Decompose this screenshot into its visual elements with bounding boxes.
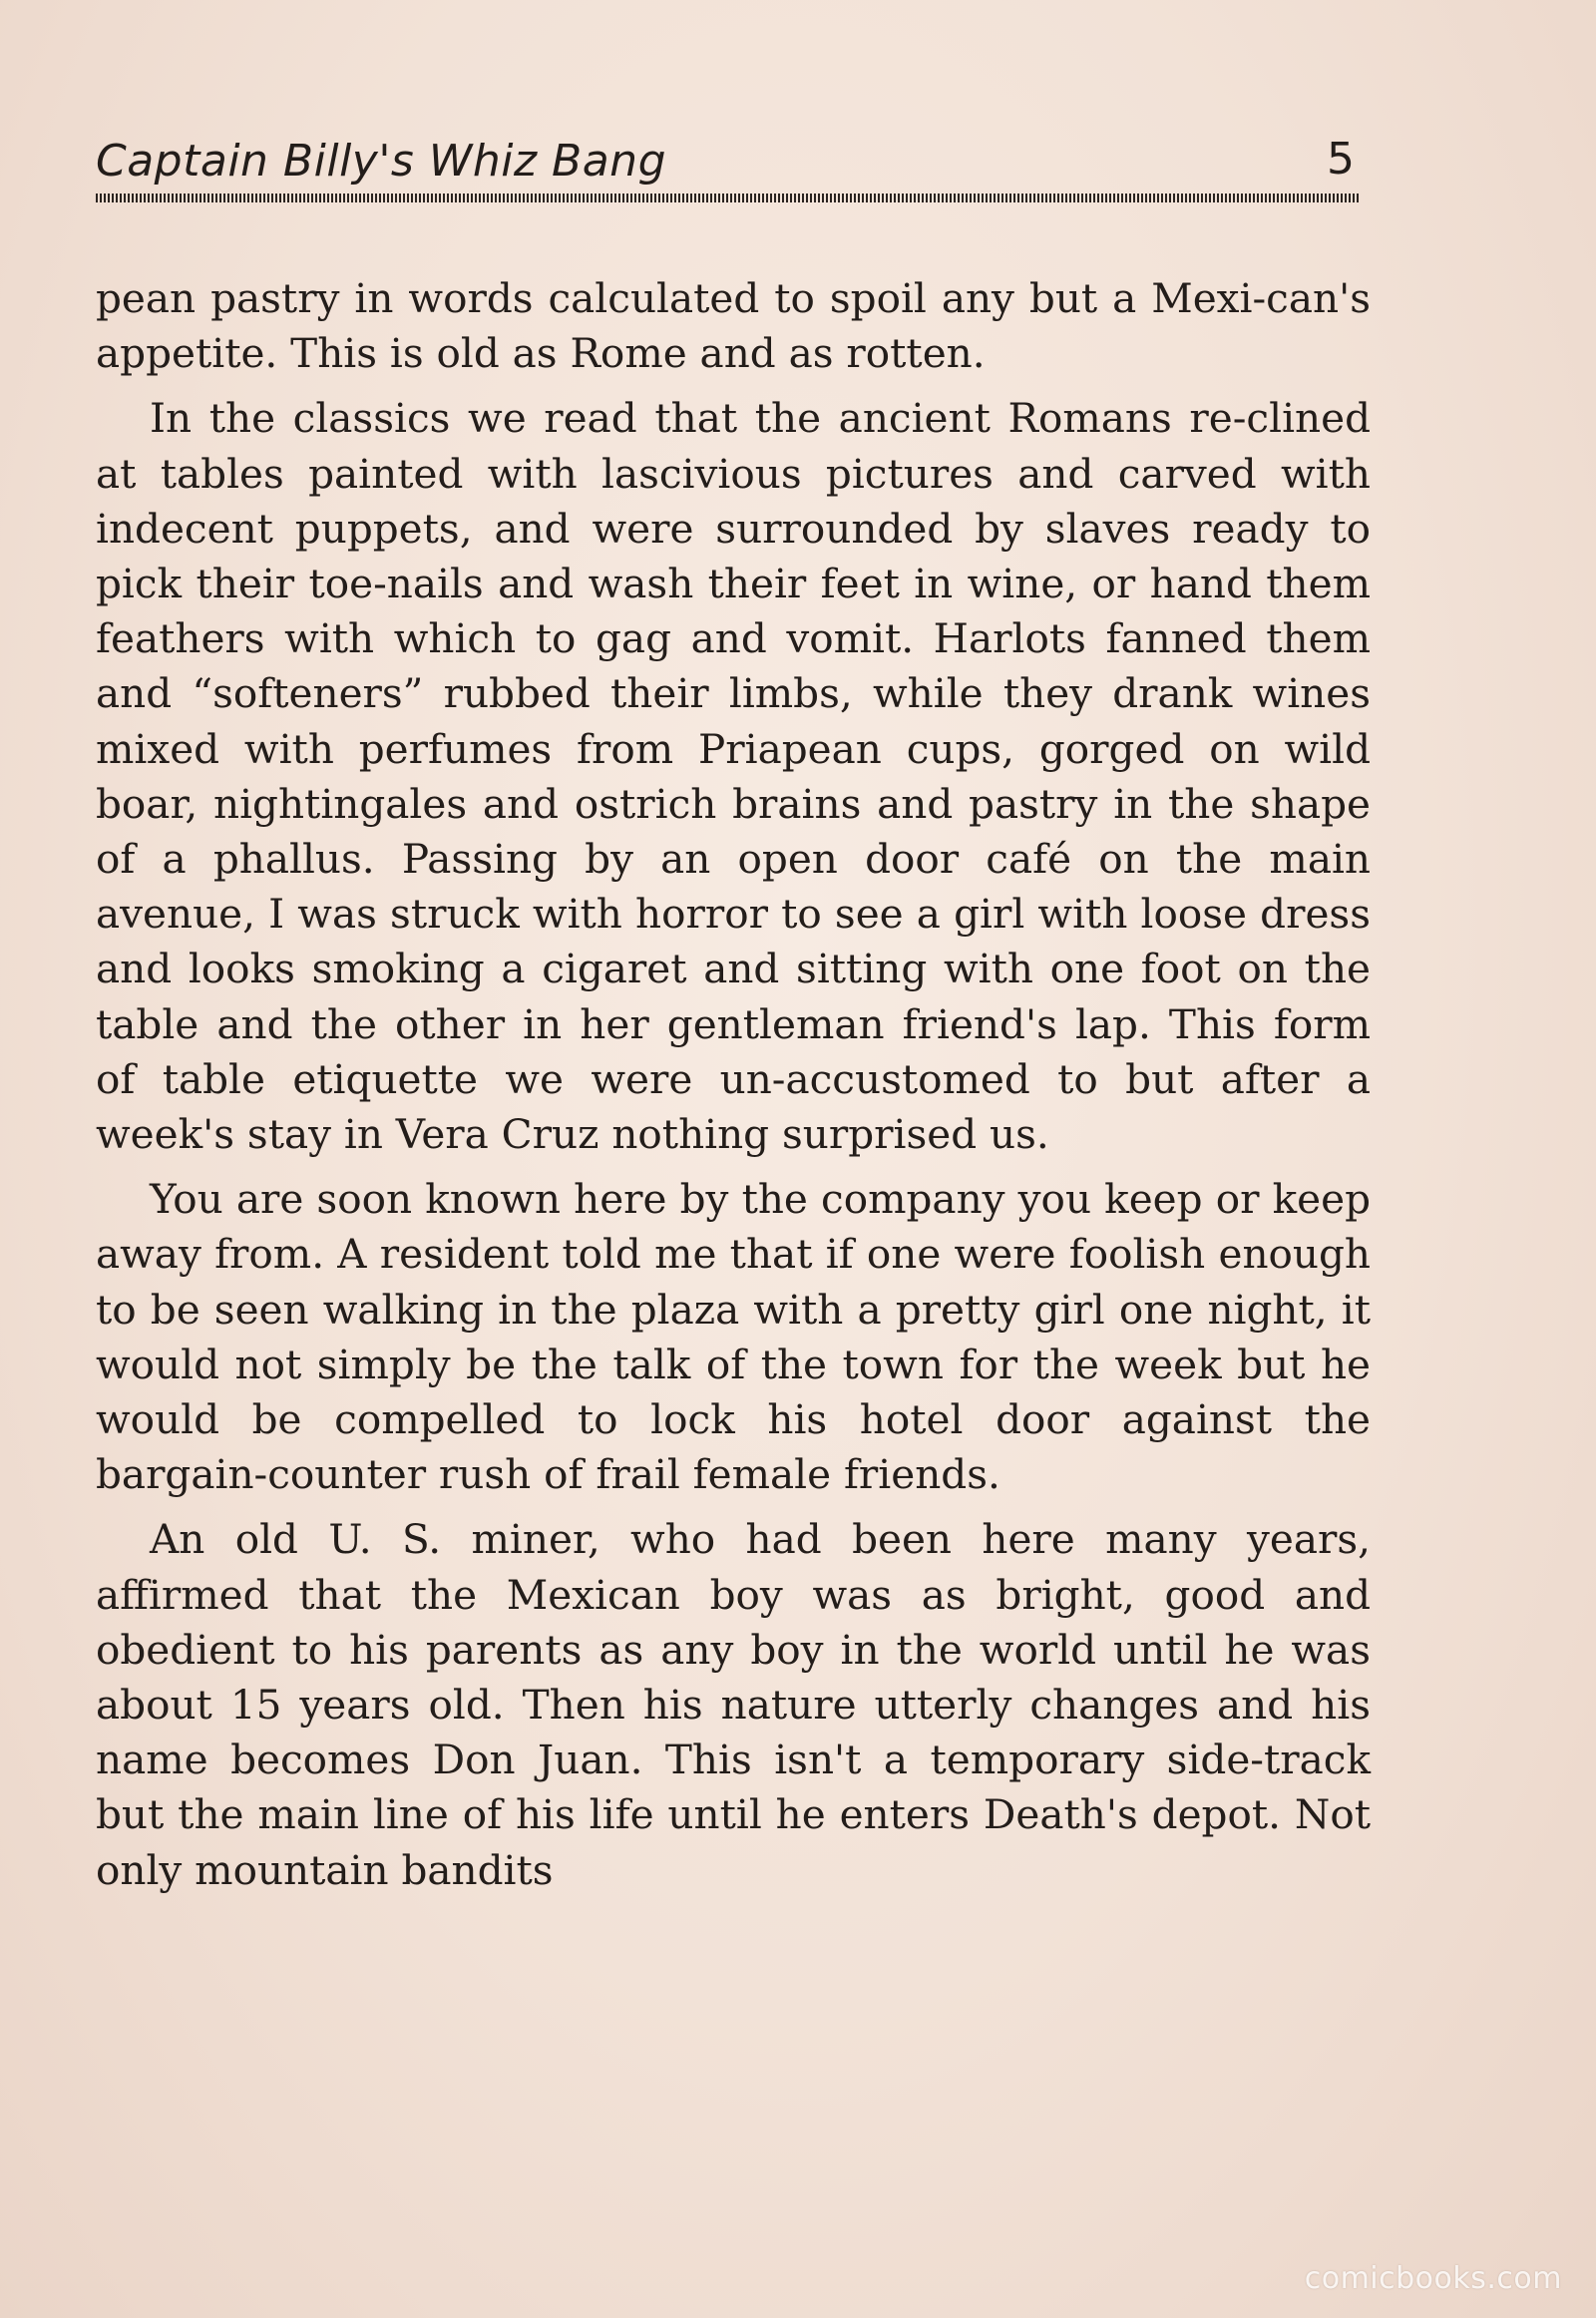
paragraph-4: An old U. S. miner, who had been here many years, affirmed that the Mexican boy was as bright, good and obedient to his parents as any boy in the world until he was about 15 years old. Then his nature utterly changes and his name becomes Don Juan. This isn't a temporary side-track but the main line of his life until he enters Death's depot. Not only mountain bandits (96, 1515, 1371, 1894)
running-header (96, 128, 1359, 197)
header-rule (96, 193, 1359, 202)
page-number: 5 (1327, 134, 1355, 185)
paragraph-1: pean pastry in words calculated to spoil any but a Mexi-can's appetite. This is old as Rome and as rotten. (96, 274, 1371, 378)
paragraph-3: You are soon known here by the company you keep or keep away from. A resident told me that if one were foolish enough to be seen walking in the plaza with a pretty girl one night, it would not simply be the talk of the town for the week but he would be compelled to lock his hotel door against the bargain-counter rush of frail female friends. (96, 1175, 1371, 1499)
magazine-title: Captain Billy's Whiz Bang (96, 136, 666, 187)
watermark: comicbooks.com (1304, 2261, 1562, 2296)
paragraph-2: In the classics we read that the ancient Romans re-clined at tables painted with lascivious pictures and carved with indecent puppets, and were surrounded by slaves ready to pick their toe-nails and wash their feet in wine, or hand them feathers with which to gag and vomit. Harlots fanned them and “softeners” rubbed their limbs, while they drank wines mixed with perfumes from Priapean cups, gorged on wild boar, nightingales and ostrich brains and pastry in the shape of a phallus. Passing by an open door café on the main avenue, I was struck with horror to see a girl with loose dress and looks smoking a cigaret and sitting with one foot on the table and the other in her gentleman friend's lap. This form of table etiquette we were un-accustomed to but after a week's stay in Vera Cruz nothing surprised us. (96, 394, 1371, 1159)
body-text (96, 271, 1371, 1908)
